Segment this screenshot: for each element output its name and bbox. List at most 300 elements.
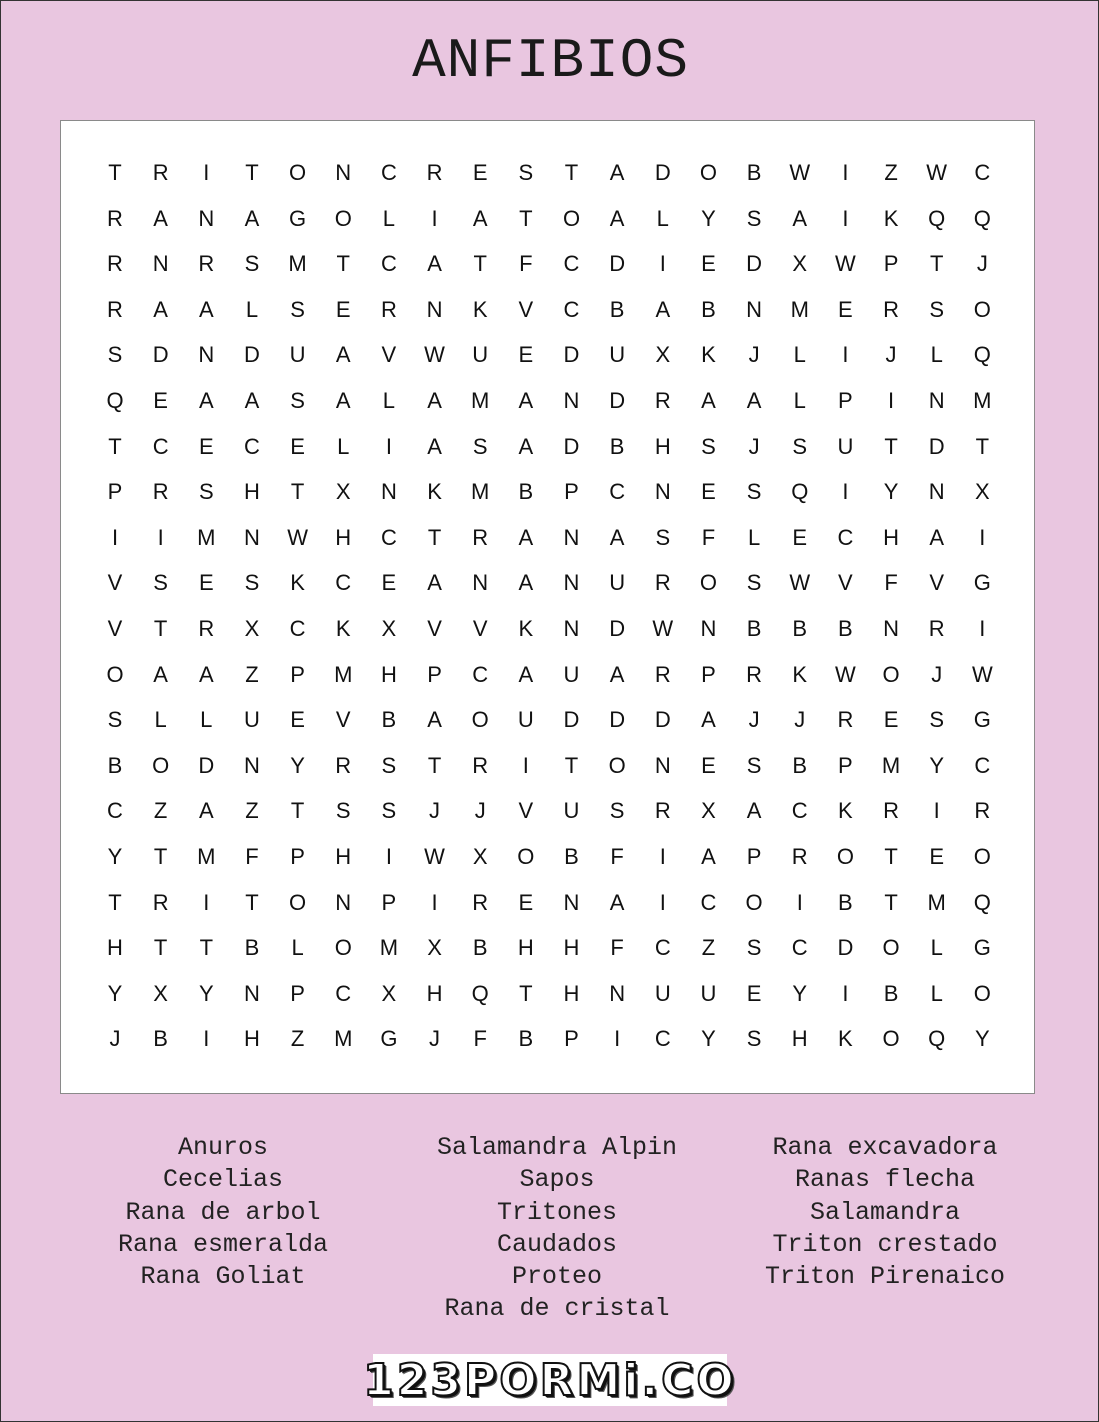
grid-cell[interactable]: Q [973, 205, 991, 231]
grid-cell[interactable]: N [563, 570, 580, 596]
grid-cell[interactable]: F [245, 844, 259, 869]
grid-cell[interactable]: V [518, 798, 534, 824]
grid-cell[interactable]: M [197, 844, 216, 869]
grid-cell[interactable]: I [111, 524, 119, 550]
grid-cell[interactable]: P [746, 844, 762, 869]
grid-cell[interactable]: W [424, 844, 445, 869]
grid-cell[interactable]: R [152, 479, 169, 505]
grid-cell[interactable]: S [244, 570, 260, 596]
grid-cell[interactable]: M [790, 296, 809, 322]
grid-cell[interactable]: C [609, 479, 626, 505]
grid-cell[interactable]: T [290, 798, 305, 824]
grid-cell[interactable]: N [426, 296, 443, 322]
grid-cell[interactable]: S [153, 570, 168, 596]
grid-cell[interactable]: H [517, 935, 534, 961]
grid-cell[interactable]: C [289, 616, 306, 641]
grid-cell[interactable]: Q [973, 889, 991, 915]
grid-cell[interactable]: D [152, 342, 169, 368]
grid-cell[interactable]: R [335, 752, 352, 778]
grid-cell[interactable]: B [701, 296, 716, 322]
grid-cell[interactable]: A [655, 296, 671, 322]
grid-cell[interactable]: N [472, 570, 489, 596]
grid-cell[interactable]: L [930, 980, 943, 1006]
grid-cell[interactable]: L [382, 205, 396, 231]
grid-cell[interactable]: A [518, 524, 534, 550]
grid-cell[interactable]: J [748, 433, 760, 459]
grid-cell[interactable]: O [106, 661, 124, 687]
grid-cell[interactable]: X [381, 616, 397, 641]
grid-cell[interactable]: K [838, 798, 853, 824]
grid-cell[interactable]: S [198, 479, 214, 505]
grid-cell[interactable]: Z [884, 160, 898, 185]
grid-cell[interactable]: I [842, 205, 849, 231]
grid-cell[interactable]: E [701, 251, 716, 277]
grid-cell[interactable]: T [108, 889, 122, 915]
grid-cell[interactable]: T [884, 889, 898, 915]
grid-cell[interactable]: B [518, 1026, 534, 1052]
grid-cell[interactable]: R [198, 616, 215, 641]
grid-cell[interactable]: D [609, 616, 626, 641]
grid-cell[interactable]: E [746, 980, 762, 1006]
grid-cell[interactable]: M [471, 388, 490, 413]
grid-cell[interactable]: Y [701, 1026, 716, 1052]
grid-cell[interactable]: M [334, 1026, 353, 1052]
grid-cell[interactable]: R [472, 889, 489, 915]
grid-cell[interactable]: H [654, 433, 671, 459]
grid-cell[interactable]: D [609, 251, 626, 277]
grid-cell[interactable]: M [927, 889, 946, 915]
grid-cell[interactable]: Z [245, 798, 259, 824]
grid-cell[interactable]: K [290, 570, 305, 596]
grid-cell[interactable]: L [337, 433, 350, 459]
grid-cell[interactable]: J [976, 251, 988, 277]
grid-cell[interactable]: S [929, 707, 945, 733]
grid-cell[interactable]: R [928, 616, 945, 641]
grid-cell[interactable]: E [153, 388, 168, 413]
grid-cell[interactable]: H [335, 844, 352, 869]
grid-cell[interactable]: I [842, 980, 849, 1006]
grid-cell[interactable]: Q [928, 1026, 946, 1052]
grid-cell[interactable]: R [791, 844, 808, 869]
grid-cell[interactable]: S [746, 935, 762, 961]
grid-cell[interactable]: G [973, 935, 991, 961]
grid-cell[interactable]: N [563, 388, 580, 413]
grid-cell[interactable]: O [973, 296, 991, 322]
grid-cell[interactable]: C [107, 798, 123, 824]
grid-cell[interactable]: D [928, 433, 945, 459]
grid-cell[interactable]: N [243, 524, 260, 550]
grid-cell[interactable]: R [654, 798, 671, 824]
grid-cell[interactable]: M [471, 479, 490, 505]
grid-cell[interactable]: J [474, 798, 486, 824]
grid-cell[interactable]: S [518, 160, 534, 185]
grid-cell[interactable]: T [108, 433, 122, 459]
grid-cell[interactable]: A [609, 524, 625, 550]
grid-cell[interactable]: J [794, 707, 806, 733]
grid-cell[interactable]: V [427, 616, 442, 641]
grid-cell[interactable]: A [701, 844, 716, 869]
grid-cell[interactable]: N [609, 980, 626, 1006]
grid-cell[interactable]: R [472, 524, 489, 550]
grid-cell[interactable]: T [884, 844, 898, 869]
grid-cell[interactable]: O [152, 752, 170, 778]
grid-cell[interactable]: Q [791, 479, 809, 505]
grid-cell[interactable]: I [203, 1026, 210, 1052]
grid-cell[interactable]: H [883, 524, 899, 550]
grid-cell[interactable]: A [518, 433, 534, 459]
grid-cell[interactable]: T [519, 980, 533, 1006]
grid-cell[interactable]: K [792, 661, 808, 687]
grid-cell[interactable]: G [289, 205, 307, 231]
grid-cell[interactable]: V [381, 342, 397, 368]
grid-cell[interactable]: K [472, 296, 488, 322]
grid-cell[interactable]: N [198, 205, 215, 231]
grid-cell[interactable]: E [792, 524, 808, 550]
grid-cell[interactable]: S [655, 524, 671, 550]
grid-cell[interactable]: A [518, 388, 534, 413]
grid-cell[interactable]: E [290, 707, 305, 733]
grid-cell[interactable]: S [472, 433, 488, 459]
grid-cell[interactable]: M [379, 935, 399, 961]
grid-cell[interactable]: O [289, 160, 307, 185]
grid-cell[interactable]: O [562, 205, 581, 231]
grid-cell[interactable]: J [429, 798, 441, 824]
grid-cell[interactable]: E [472, 160, 488, 185]
grid-cell[interactable]: F [701, 524, 716, 550]
grid-cell[interactable]: V [335, 707, 351, 733]
grid-cell[interactable]: G [380, 1026, 398, 1052]
grid-cell[interactable]: K [427, 479, 442, 505]
site-logo[interactable] [363, 1354, 737, 1406]
grid-cell[interactable]: D [563, 342, 580, 368]
grid-cell[interactable]: Z [701, 935, 716, 961]
grid-cell[interactable]: O [973, 980, 991, 1006]
grid-cell[interactable]: R [883, 798, 899, 824]
grid-cell[interactable]: M [288, 251, 307, 277]
grid-cell[interactable]: R [426, 160, 443, 185]
grid-cell[interactable]: H [563, 980, 580, 1006]
grid-cell[interactable]: A [153, 661, 168, 687]
grid-cell[interactable]: J [109, 1026, 121, 1052]
grid-cell[interactable]: T [245, 160, 259, 185]
grid-cell[interactable]: Y [975, 1026, 990, 1052]
grid-cell[interactable]: R [837, 707, 854, 733]
grid-cell[interactable]: W [835, 661, 856, 687]
grid-cell[interactable]: R [974, 798, 991, 824]
grid-cell[interactable]: E [883, 707, 899, 733]
grid-cell[interactable]: T [519, 205, 533, 231]
grid-cell[interactable]: Z [153, 798, 168, 824]
grid-cell[interactable]: K [335, 616, 351, 641]
grid-cell[interactable]: L [291, 935, 304, 961]
grid-cell[interactable]: C [654, 1026, 671, 1052]
grid-cell[interactable]: D [609, 388, 626, 413]
grid-cell[interactable]: D [243, 342, 260, 368]
grid-cell[interactable]: A [472, 205, 488, 231]
grid-cell[interactable]: C [335, 980, 352, 1006]
grid-cell[interactable]: L [747, 524, 761, 550]
grid-cell[interactable]: L [930, 342, 943, 368]
grid-cell[interactable]: I [659, 251, 666, 277]
grid-cell[interactable]: I [614, 1026, 621, 1052]
grid-cell[interactable]: D [563, 707, 580, 733]
grid-cell[interactable]: W [926, 160, 948, 185]
grid-cell[interactable]: J [885, 342, 897, 368]
grid-cell[interactable]: K [701, 342, 716, 368]
grid-cell[interactable]: X [427, 935, 442, 961]
grid-cell[interactable]: I [203, 889, 210, 915]
grid-cell[interactable]: Z [290, 1026, 305, 1052]
grid-cell[interactable]: S [701, 433, 716, 459]
grid-cell[interactable]: R [152, 160, 169, 185]
grid-cell[interactable]: N [654, 752, 671, 778]
grid-cell[interactable]: N [746, 296, 763, 322]
grid-cell[interactable]: N [883, 616, 899, 641]
grid-cell[interactable]: F [519, 251, 533, 277]
grid-cell[interactable]: B [244, 935, 260, 961]
grid-cell[interactable]: A [427, 707, 442, 733]
grid-cell[interactable]: R [107, 296, 123, 322]
grid-cell[interactable]: O [882, 935, 900, 961]
grid-cell[interactable]: A [427, 570, 442, 596]
grid-cell[interactable]: V [107, 616, 123, 641]
grid-cell[interactable]: N [563, 524, 580, 550]
grid-cell[interactable]: A [335, 388, 351, 413]
grid-cell[interactable]: N [243, 752, 260, 778]
grid-cell[interactable]: X [381, 980, 397, 1006]
grid-cell[interactable]: S [746, 479, 762, 505]
grid-cell[interactable]: A [198, 388, 214, 413]
grid-cell[interactable]: Y [107, 980, 123, 1006]
grid-cell[interactable]: A [244, 388, 260, 413]
grid-cell[interactable]: K [518, 616, 534, 641]
grid-cell[interactable]: H [107, 935, 123, 961]
grid-cell[interactable]: P [290, 844, 305, 869]
grid-cell[interactable]: O [517, 844, 535, 869]
grid-cell[interactable]: S [335, 798, 351, 824]
grid-cell[interactable]: A [746, 798, 762, 824]
grid-cell[interactable]: R [107, 205, 123, 231]
grid-cell[interactable]: K [883, 205, 899, 231]
grid-cell[interactable]: V [518, 296, 534, 322]
grid-cell[interactable]: I [385, 433, 392, 459]
grid-cell[interactable]: H [380, 661, 397, 687]
grid-cell[interactable]: A [792, 205, 808, 231]
grid-cell[interactable]: I [659, 889, 666, 915]
grid-cell[interactable]: A [701, 707, 716, 733]
grid-cell[interactable]: C [974, 752, 991, 778]
grid-cell[interactable]: B [518, 479, 534, 505]
grid-cell[interactable]: T [199, 935, 214, 961]
grid-cell[interactable]: N [563, 889, 580, 915]
grid-cell[interactable]: N [198, 342, 215, 368]
grid-cell[interactable]: P [838, 752, 853, 778]
grid-cell[interactable]: O [289, 889, 307, 915]
grid-cell[interactable]: B [153, 1026, 168, 1052]
grid-cell[interactable]: W [424, 342, 445, 368]
grid-cell[interactable]: S [244, 251, 260, 277]
grid-cell[interactable]: C [243, 433, 260, 459]
grid-cell[interactable]: S [746, 205, 762, 231]
grid-cell[interactable]: B [792, 616, 808, 641]
grid-cell[interactable]: I [842, 479, 849, 505]
grid-cell[interactable]: W [652, 616, 674, 641]
grid-cell[interactable]: B [746, 616, 762, 641]
grid-cell[interactable]: I [842, 160, 849, 185]
grid-cell[interactable]: P [381, 889, 397, 915]
grid-cell[interactable]: R [883, 296, 899, 322]
grid-cell[interactable]: D [654, 707, 671, 733]
grid-cell[interactable]: Y [290, 752, 305, 778]
grid-cell[interactable]: I [659, 844, 666, 869]
grid-cell[interactable]: E [381, 570, 397, 596]
grid-cell[interactable]: I [431, 205, 438, 231]
grid-cell[interactable]: L [154, 707, 167, 733]
grid-cell[interactable]: Z [245, 661, 259, 687]
grid-cell[interactable]: S [290, 388, 305, 413]
grid-cell[interactable]: S [746, 570, 762, 596]
grid-cell[interactable]: J [931, 661, 943, 687]
grid-cell[interactable]: P [427, 661, 442, 687]
grid-cell[interactable]: O [882, 661, 900, 687]
grid-cell[interactable]: S [381, 798, 397, 824]
grid-cell[interactable]: U [609, 342, 626, 368]
grid-cell[interactable]: X [792, 251, 808, 277]
grid-cell[interactable]: X [701, 798, 716, 824]
grid-cell[interactable]: R [198, 251, 215, 277]
grid-cell[interactable]: P [564, 1026, 579, 1052]
grid-cell[interactable]: E [198, 433, 214, 459]
grid-cell[interactable]: A [427, 433, 442, 459]
grid-cell[interactable]: C [563, 296, 580, 322]
grid-cell[interactable]: F [884, 570, 898, 596]
grid-cell[interactable]: D [609, 707, 626, 733]
grid-cell[interactable]: I [796, 889, 803, 915]
grid-cell[interactable]: O [973, 844, 991, 869]
grid-cell[interactable]: L [793, 342, 806, 368]
grid-cell[interactable]: N [654, 479, 671, 505]
grid-cell[interactable]: U [700, 980, 717, 1006]
grid-cell[interactable]: A [427, 388, 442, 413]
grid-cell[interactable]: B [609, 296, 625, 322]
grid-cell[interactable]: T [564, 160, 579, 185]
grid-cell[interactable]: A [929, 524, 945, 550]
grid-cell[interactable]: W [287, 524, 308, 550]
grid-cell[interactable]: S [107, 707, 123, 733]
grid-cell[interactable]: T [108, 160, 122, 185]
grid-cell[interactable]: I [203, 160, 210, 185]
grid-cell[interactable]: I [157, 524, 164, 550]
grid-cell[interactable]: C [837, 524, 854, 550]
grid-cell[interactable]: P [107, 479, 123, 505]
grid-cell[interactable]: T [473, 251, 487, 277]
grid-cell[interactable]: D [746, 251, 763, 277]
grid-cell[interactable]: U [563, 661, 580, 687]
grid-cell[interactable]: E [198, 570, 214, 596]
grid-cell[interactable]: O [334, 935, 352, 961]
grid-cell[interactable]: L [200, 707, 213, 733]
grid-cell[interactable]: W [835, 251, 856, 277]
grid-cell[interactable]: A [335, 342, 351, 368]
grid-cell[interactable]: O [471, 707, 489, 733]
grid-cell[interactable]: S [746, 752, 762, 778]
grid-cell[interactable]: A [153, 296, 168, 322]
grid-cell[interactable]: M [334, 661, 353, 687]
grid-cell[interactable]: C [152, 433, 169, 459]
grid-cell[interactable]: B [609, 433, 625, 459]
grid-cell[interactable]: M [197, 524, 216, 550]
grid-cell[interactable]: X [975, 479, 990, 505]
grid-cell[interactable]: C [335, 570, 352, 596]
grid-cell[interactable]: A [609, 661, 625, 687]
grid-cell[interactable]: R [746, 661, 763, 687]
grid-cell[interactable]: N [243, 980, 260, 1006]
grid-cell[interactable]: A [609, 160, 625, 185]
grid-cell[interactable]: S [381, 752, 397, 778]
grid-cell[interactable]: T [427, 524, 442, 550]
grid-cell[interactable]: T [975, 433, 990, 459]
grid-cell[interactable]: A [198, 296, 214, 322]
grid-cell[interactable]: M [973, 388, 992, 413]
grid-cell[interactable]: S [290, 296, 305, 322]
grid-cell[interactable]: A [701, 388, 716, 413]
grid-cell[interactable]: L [793, 388, 806, 413]
grid-cell[interactable]: I [979, 616, 986, 641]
grid-cell[interactable]: U [654, 980, 671, 1006]
grid-cell[interactable]: H [563, 935, 580, 961]
grid-cell[interactable]: U [289, 342, 306, 368]
grid-cell[interactable]: R [152, 889, 169, 915]
grid-cell[interactable]: Q [973, 342, 991, 368]
grid-cell[interactable]: Y [792, 980, 808, 1006]
grid-cell[interactable]: N [380, 479, 397, 505]
grid-cell[interactable]: C [791, 798, 808, 824]
grid-cell[interactable]: I [385, 844, 392, 869]
grid-cell[interactable]: A [153, 205, 168, 231]
grid-cell[interactable]: O [699, 160, 717, 185]
grid-cell[interactable]: B [838, 616, 853, 641]
grid-cell[interactable]: S [929, 296, 945, 322]
grid-cell[interactable]: O [836, 844, 854, 869]
grid-cell[interactable]: N [928, 479, 945, 505]
grid-cell[interactable]: T [427, 752, 442, 778]
grid-cell[interactable]: S [746, 1026, 762, 1052]
grid-cell[interactable]: E [929, 844, 945, 869]
grid-cell[interactable]: D [654, 160, 671, 185]
grid-cell[interactable]: S [609, 798, 625, 824]
grid-cell[interactable]: A [746, 388, 762, 413]
grid-cell[interactable]: E [701, 752, 716, 778]
grid-cell[interactable]: A [427, 251, 442, 277]
grid-cell[interactable]: N [700, 616, 717, 641]
grid-cell[interactable]: A [518, 661, 534, 687]
grid-cell[interactable]: R [107, 251, 123, 277]
grid-cell[interactable]: I [979, 524, 986, 550]
grid-cell[interactable]: O [882, 1026, 900, 1052]
grid-cell[interactable]: C [791, 935, 808, 961]
grid-cell[interactable]: L [930, 935, 943, 961]
grid-cell[interactable]: J [748, 707, 760, 733]
grid-cell[interactable]: P [290, 661, 305, 687]
grid-cell[interactable]: Y [883, 479, 899, 505]
grid-cell[interactable]: T [153, 616, 168, 641]
grid-cell[interactable]: G [973, 707, 991, 733]
grid-cell[interactable]: X [472, 844, 488, 869]
grid-cell[interactable]: C [654, 935, 671, 961]
grid-cell[interactable]: E [518, 342, 534, 368]
grid-cell[interactable]: P [701, 661, 716, 687]
grid-cell[interactable]: A [518, 570, 534, 596]
